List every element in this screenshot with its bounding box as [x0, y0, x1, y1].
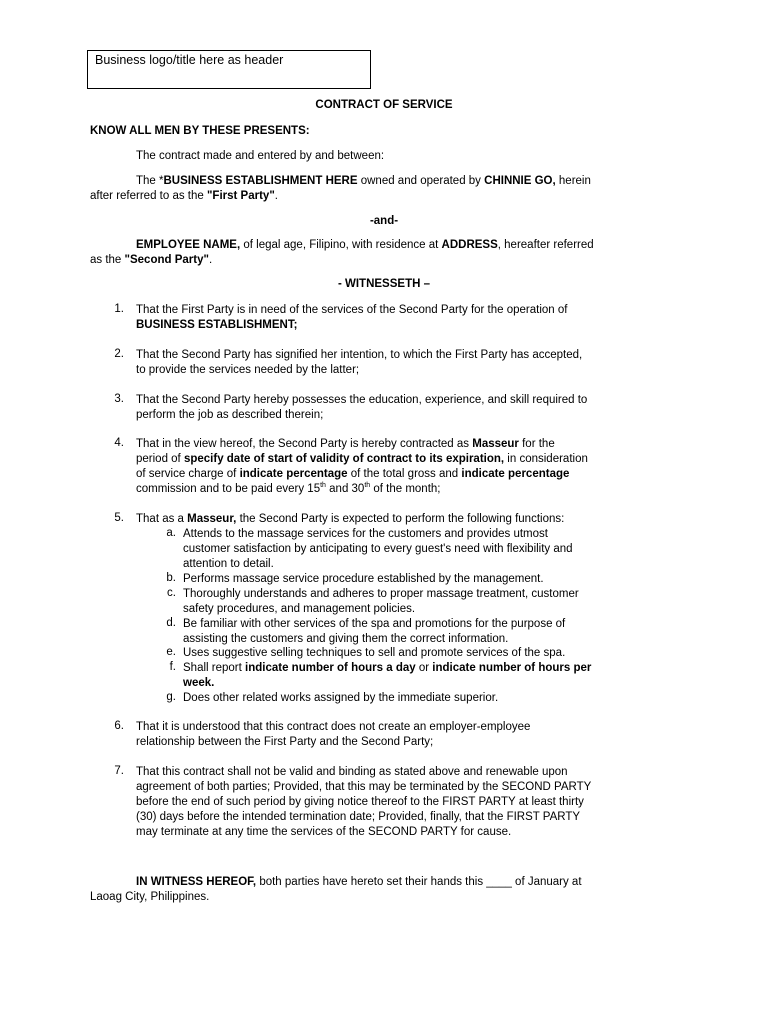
- item-line: (30) days before the intended termination date; Provided, finally, that the FIRST PARTY: [136, 811, 581, 823]
- item-number: 1.: [114, 303, 124, 315]
- hours-placeholder: indicate number of hours per: [432, 662, 592, 674]
- item-text: and 30: [325, 483, 365, 495]
- sub-item-line: Performs massage service procedure established by the management.: [183, 573, 544, 585]
- sub-list-item: [183, 617, 673, 647]
- witness-hereof-line-1: [136, 875, 582, 890]
- item-line: agreement of both parties; Provided, that this may be terminated by the SECOND PARTY: [136, 781, 592, 793]
- percentage-placeholder: indicate percentage: [239, 468, 348, 480]
- item-line: [136, 512, 676, 527]
- list-item: [136, 437, 676, 497]
- item-text: of the month;: [370, 483, 441, 495]
- sub-list-item: [183, 587, 673, 617]
- first-party-text: The *: [136, 175, 164, 187]
- period: .: [274, 190, 278, 202]
- percentage-placeholder: indicate percentage: [461, 468, 570, 480]
- item-line: [136, 437, 676, 452]
- sub-list-item: [183, 572, 673, 587]
- sub-list-item: [183, 691, 673, 706]
- first-party-text: after referred to as the: [90, 190, 207, 202]
- sub-item-text: Shall report: [183, 662, 246, 674]
- witness-hereof-text: both parties have hereto set their hands this ____ of January at: [256, 876, 582, 888]
- witness-hereof-line-2: Laoag City, Philippines.: [90, 891, 210, 903]
- first-party-line-1: [136, 174, 591, 189]
- list-item: [136, 303, 676, 333]
- first-party-text: herein: [555, 175, 591, 187]
- item-line: That it is understood that this contract does not create an employer-employee: [136, 721, 531, 733]
- sub-list-item: [183, 527, 673, 572]
- second-party-text: , hereafter referred: [497, 239, 594, 251]
- sub-item-line: Be familiar with other services of the spa and promotions for the purpose of: [183, 618, 566, 630]
- list-item: [136, 512, 676, 527]
- sub-item-line: Attends to the massage services for the customers and provides utmost: [183, 528, 548, 540]
- item-line: That the First Party is in need of the services of the Second Party for the operation of: [136, 304, 568, 316]
- first-party-line-2: [90, 189, 278, 204]
- item-number: 3.: [114, 393, 124, 405]
- item-line: perform the job as described therein;: [136, 409, 324, 421]
- item-line: That this contract shall not be valid and binding as stated above and renewable upon: [136, 766, 568, 778]
- item-text: period of: [136, 453, 184, 465]
- sub-item-letter: c.: [167, 587, 176, 599]
- item-text: commission and to be paid every 15: [136, 483, 321, 495]
- second-party-line-2: [90, 253, 212, 268]
- sub-list-item: [183, 646, 673, 661]
- sub-item-line: safety procedures, and management policies.: [183, 603, 416, 615]
- document-title: CONTRACT OF SERVICE: [315, 99, 453, 111]
- address-placeholder: ADDRESS: [441, 239, 498, 251]
- item-line: relationship between the First Party and the Second Party;: [136, 736, 434, 748]
- item-text: for the: [518, 438, 555, 450]
- sub-item-letter: f.: [169, 661, 176, 673]
- item-number: 2.: [114, 348, 124, 360]
- position-title: Masseur: [472, 438, 519, 450]
- sub-item-line: week.: [183, 677, 215, 689]
- second-party-line-1: [136, 238, 594, 253]
- business-establishment-placeholder: BUSINESS ESTABLISHMENT;: [136, 319, 298, 331]
- business-establishment-placeholder: BUSINESS ESTABLISHMENT HERE: [163, 175, 358, 187]
- sub-item-letter: a.: [166, 527, 176, 539]
- item-text: of the total gross and: [347, 468, 462, 480]
- period: .: [208, 254, 213, 266]
- item-line: [136, 467, 676, 482]
- item-number: 4.: [114, 437, 124, 449]
- first-party-text: owned and operated by: [357, 175, 485, 187]
- witness-hereof-heading: IN WITNESS HEREOF,: [136, 876, 257, 888]
- witnesseth-heading: - WITNESSETH –: [337, 278, 430, 290]
- sub-item-letter: b.: [166, 572, 176, 584]
- know-all-heading: KNOW ALL MEN BY THESE PRESENTS:: [90, 125, 310, 137]
- sub-item-letter: d.: [166, 617, 176, 629]
- sub-item-line: assisting the customers and giving them the correct information.: [183, 633, 509, 645]
- sub-list-item: [183, 661, 673, 691]
- sub-item-line: customer satisfaction by anticipating to every guest's need with flexibility and: [183, 543, 573, 555]
- list-item: [136, 720, 676, 750]
- sub-item-line: Thoroughly understands and adheres to proper massage treatment, customer: [183, 588, 579, 600]
- item-text: the Second Party is expected to perform the following functions:: [236, 513, 565, 525]
- hours-placeholder: indicate number of hours a day: [245, 662, 416, 674]
- item-line: may terminate at any time the services of the SECOND PARTY for cause.: [136, 826, 512, 838]
- sub-item-text: or: [415, 662, 433, 674]
- item-line: That the Second Party hereby possesses the education, experience, and skill required to: [136, 394, 588, 406]
- contract-period-placeholder: specify date of start of validity of contract to its expiration,: [183, 453, 505, 465]
- and-separator: -and-: [369, 215, 399, 227]
- item-text: of service charge of: [136, 468, 240, 480]
- owner-name: CHINNIE GO,: [484, 175, 556, 187]
- item-text: That as a: [136, 513, 188, 525]
- first-party-term: "First Party": [206, 190, 275, 202]
- position-title: Masseur,: [187, 513, 237, 525]
- item-line: to provide the services needed by the latter;: [136, 364, 360, 376]
- second-party-text: of legal age, Filipino, with residence at: [240, 239, 442, 251]
- list-item: [136, 393, 676, 423]
- intro-text: The contract made and entered by and between:: [136, 150, 385, 162]
- ordinal-suffix: th: [320, 482, 326, 490]
- item-number: 5.: [114, 512, 124, 524]
- sub-item-line: Uses suggestive selling techniques to sell and promote services of the spa.: [183, 647, 566, 659]
- sub-item-line: [183, 661, 673, 676]
- list-item: [136, 765, 676, 840]
- item-number: 6.: [114, 720, 124, 732]
- item-line: [136, 482, 676, 497]
- ordinal-suffix: th: [364, 482, 371, 490]
- employee-name-placeholder: EMPLOYEE NAME,: [136, 239, 241, 251]
- item-number: 7.: [114, 765, 124, 777]
- item-line: before the end of such period by giving notice thereof to the FIRST PARTY at least thirty: [136, 796, 584, 808]
- item-text: in consideration: [504, 453, 588, 465]
- sub-item-letter: g.: [166, 691, 176, 703]
- item-line: That the Second Party has signified her intention, to which the First Party has accepted,: [136, 349, 583, 361]
- logo-placeholder-text: Business logo/title here as header: [95, 53, 284, 67]
- second-party-text: as the: [90, 254, 125, 266]
- second-party-term: "Second Party": [124, 254, 209, 266]
- sub-item-line: attention to detail.: [183, 558, 274, 570]
- sub-item-line: Does other related works assigned by the immediate superior.: [183, 692, 499, 704]
- item-line: [136, 452, 676, 467]
- item-text: That in the view hereof, the Second Party is hereby contracted as: [136, 438, 473, 450]
- list-item: [136, 348, 676, 378]
- sub-item-letter: e.: [166, 646, 176, 658]
